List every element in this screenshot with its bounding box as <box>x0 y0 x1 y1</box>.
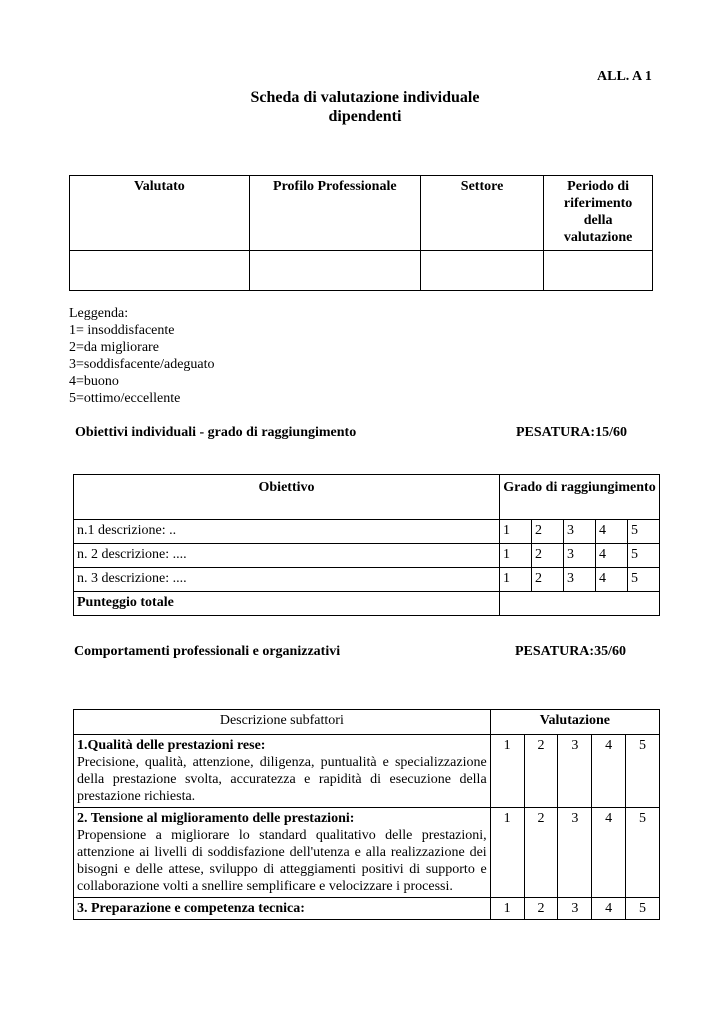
legend-item: 3=soddisfacente/adeguato <box>69 357 215 372</box>
legend-item: 5=ottimo/eccellente <box>69 391 181 406</box>
score-option[interactable]: 2 <box>524 735 558 808</box>
subfactor-title: 2. Tensione al miglioramento delle prestazioni: <box>77 811 355 826</box>
score-option[interactable]: 3 <box>558 735 592 808</box>
subfactor-cell <box>74 808 491 898</box>
value-periodo[interactable] <box>544 251 653 291</box>
table-row <box>74 808 660 898</box>
legend-item: 2=da migliorare <box>69 340 159 355</box>
subfactor-title: 3. Preparazione e competenza tecnica: <box>77 901 305 916</box>
score-option[interactable]: 5 <box>626 898 660 920</box>
score-option[interactable]: 1 <box>500 520 532 544</box>
subfactor-title: 1.Qualità delle prestazioni rese: <box>77 738 266 753</box>
score-option[interactable]: 2 <box>532 568 564 592</box>
subfactor-text: Propensione a migliorare lo standard qualitativo delle prestazioni, attenzione ai livelli di soddisfazione dell'utenza e alla realizzazione dei bisogni e delle attese, sviluppo di atteggiamenti positivi di supporto e collaborazione volti a snellire semplificare e velocizzare i processi. <box>77 828 487 894</box>
score-option[interactable]: 5 <box>628 544 660 568</box>
score-option[interactable]: 2 <box>524 898 558 920</box>
total-value[interactable] <box>500 592 660 616</box>
score-option[interactable]: 2 <box>524 808 558 898</box>
legend-item: 4=buono <box>69 374 119 389</box>
section2-title: Comportamenti professionali e organizzativi <box>74 644 341 659</box>
legend-title: Leggenda: <box>69 306 129 321</box>
col-periodo: Periodo di riferimento della valutazione <box>544 176 653 251</box>
score-option[interactable]: 3 <box>558 808 592 898</box>
col-settore: Settore <box>420 176 543 251</box>
value-settore[interactable] <box>420 251 543 291</box>
section1-weight: PESATURA:15/60 <box>516 425 627 440</box>
allegato-label: ALL. A 1 <box>597 69 652 84</box>
score-option[interactable]: 1 <box>490 898 524 920</box>
objective-label: n.1 descrizione: .. <box>74 520 500 544</box>
col-valutato: Valutato <box>70 176 250 251</box>
score-option[interactable]: 5 <box>626 735 660 808</box>
score-option[interactable]: 5 <box>628 568 660 592</box>
score-option[interactable]: 4 <box>592 735 626 808</box>
col-descrizione: Descrizione subfattori <box>74 710 491 735</box>
score-option[interactable]: 1 <box>500 544 532 568</box>
value-profilo[interactable] <box>249 251 420 291</box>
score-option[interactable]: 3 <box>564 520 596 544</box>
total-label: Punteggio totale <box>74 592 500 616</box>
info-table <box>69 175 653 291</box>
objective-label: n. 3 descrizione: .... <box>74 568 500 592</box>
score-option[interactable]: 4 <box>596 520 628 544</box>
score-option[interactable]: 4 <box>596 544 628 568</box>
table-row <box>74 898 660 920</box>
section1-title: Obiettivi individuali - grado di raggiungimento <box>75 425 357 440</box>
table-row <box>74 520 660 544</box>
col-grado: Grado di raggiungimento <box>500 475 660 520</box>
legend <box>69 305 215 407</box>
total-row <box>74 592 660 616</box>
page-title-line1: Scheda di valutazione individuale <box>250 89 480 106</box>
objectives-table <box>73 474 660 616</box>
subfactor-text: Precisione, qualità, attenzione, diligenza, puntualità e specializzazione della prestazione svolta, accuratezza e rapidità di esecuzione della prestazione richiesta. <box>77 755 487 804</box>
score-option[interactable]: 4 <box>592 808 626 898</box>
score-option[interactable]: 3 <box>564 568 596 592</box>
table-row <box>74 568 660 592</box>
score-option[interactable]: 5 <box>626 808 660 898</box>
score-option[interactable]: 3 <box>558 898 592 920</box>
score-option[interactable]: 5 <box>628 520 660 544</box>
score-option[interactable]: 2 <box>532 544 564 568</box>
score-option[interactable]: 1 <box>490 808 524 898</box>
score-option[interactable]: 1 <box>490 735 524 808</box>
score-option[interactable]: 3 <box>564 544 596 568</box>
col-profilo: Profilo Professionale <box>249 176 420 251</box>
score-option[interactable]: 4 <box>596 568 628 592</box>
section2-weight: PESATURA:35/60 <box>515 644 626 659</box>
subfactor-cell <box>74 898 491 920</box>
table-row <box>74 735 660 808</box>
col-valutazione: Valutazione <box>490 710 659 735</box>
score-option[interactable]: 1 <box>500 568 532 592</box>
legend-item: 1= insoddisfacente <box>69 323 175 338</box>
score-option[interactable]: 2 <box>532 520 564 544</box>
score-option[interactable]: 4 <box>592 898 626 920</box>
objective-label: n. 2 descrizione: .... <box>74 544 500 568</box>
behaviours-table <box>73 709 660 920</box>
page-title <box>180 88 550 126</box>
subfactor-cell <box>74 735 491 808</box>
value-valutato[interactable] <box>70 251 250 291</box>
col-obiettivo: Obiettivo <box>74 475 500 520</box>
page-title-line2: dipendenti <box>328 108 402 125</box>
table-row <box>74 544 660 568</box>
